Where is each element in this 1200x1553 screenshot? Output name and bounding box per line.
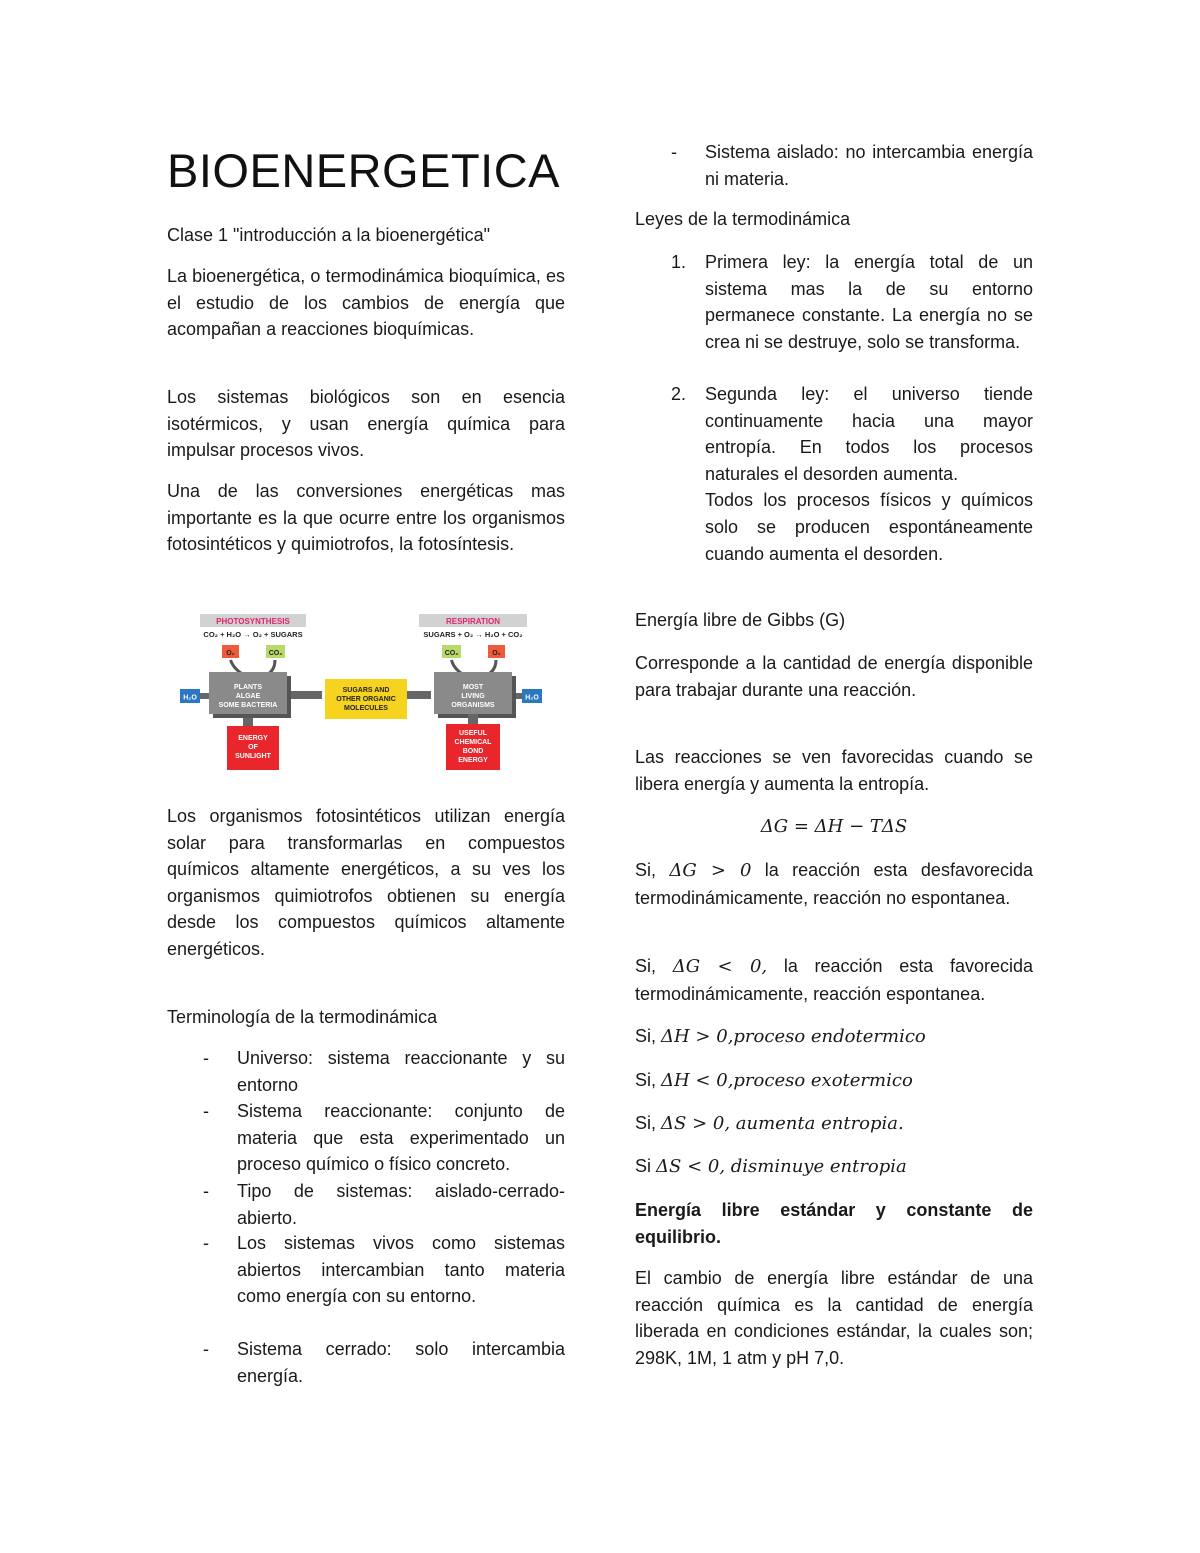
useful-line-2: CHEMICAL	[454, 739, 492, 746]
useful-line-4: ENERGY	[458, 757, 488, 764]
bullet-text: Sistema cerrado: solo intercambia energía.	[237, 1339, 565, 1386]
condition-prefix: Si,	[635, 1113, 662, 1133]
favored-reactions: Las reacciones se ven favorecidas cuando se libera energía y aumenta la entropía.	[635, 747, 1033, 794]
photosynthesis-header: PHOTOSYNTHESIS	[216, 617, 290, 626]
page-title: BIOENERGETICA	[167, 144, 561, 197]
most-line-1: MOST	[462, 684, 484, 691]
condition-dh-positive	[635, 1023, 1033, 1051]
condition-prefix: Si,	[635, 1026, 662, 1046]
paragraph-definition: La bioenergética, o termodinámica bioquímica, es el estudio de los cambios de energía que acompañan a reacciones bioquímicas.	[167, 266, 565, 340]
dash-marker: -	[203, 1339, 209, 1359]
dash-marker: -	[203, 1181, 209, 1201]
sugars-line-3: MOLECULES	[344, 705, 388, 712]
dash-marker: -	[203, 1048, 209, 1068]
condition-math: ΔH < 0,proceso exotermico	[661, 1070, 913, 1091]
gibbs-heading: Energía libre de Gibbs (G)	[635, 610, 846, 630]
condition-text: la reacción esta favorecida termodinámicamente, reacción espontanea.	[635, 956, 1034, 1004]
energy-line-2: OF	[248, 744, 258, 751]
most-line-3: ORGANISMS	[451, 702, 495, 709]
condition-math: ΔS < 0, disminuye entropia	[656, 1156, 907, 1177]
energy-line-1: ENERGY	[238, 735, 268, 742]
plants-line-2: ALGAE	[235, 693, 261, 700]
condition-prefix: Si,	[635, 860, 670, 880]
bullet-text: Los sistemas vivos como sistemas abiertos intercambian tanto materia como energía con su entorno.	[237, 1233, 565, 1307]
laws-heading: Leyes de la termodinámica	[635, 209, 851, 229]
respiration-equation: SUGARS + O₂ → H₂O + CO₂	[423, 630, 523, 639]
plants-line-1: PLANTS	[234, 684, 262, 691]
o2-label-right: O₂	[492, 650, 501, 657]
law-2-text: Segunda ley: el universo tiende continuamente hacia una mayor entropía. En todos los procesos naturales el desorden aumenta.	[705, 384, 1033, 484]
condition-prefix: Si,	[635, 1070, 662, 1090]
gibbs-definition: Corresponde a la cantidad de energía disponible para trabajar durante una reacción.	[635, 653, 1033, 700]
bullet-item	[203, 1178, 565, 1231]
condition-dg-positive	[635, 857, 1033, 911]
useful-line-1: USEFUL	[459, 730, 487, 737]
bullet-item-isolated	[671, 139, 1033, 192]
condition-text: la reacción esta desfavorecida termodinámicamente, reacción no espontanea.	[635, 860, 1033, 908]
plants-line-3: SOME BACTERIA	[218, 702, 278, 709]
bullet-text: Tipo de sistemas: aislado-cerrado-abierto.	[237, 1181, 565, 1228]
arrow-h2o-in	[200, 693, 210, 699]
condition-math: ΔG > 0	[669, 860, 752, 881]
h2o-label-right: H₂O	[525, 694, 539, 702]
law-2	[671, 381, 1033, 567]
law-1-number: 1.	[671, 252, 687, 272]
condition-dg-negative	[635, 953, 1033, 1007]
photosynthesis-respiration-diagram	[176, 606, 546, 776]
co2-label-left: CO₂	[268, 650, 283, 657]
sugars-line-2: OTHER ORGANIC	[336, 696, 396, 703]
useful-line-3: BOND	[462, 748, 484, 755]
paragraph-conversions: Una de las conversiones energéticas mas importante es la que ocurre entre los organismos fotosintéticos y quimiotrofos, la fotosíntesis.	[167, 481, 565, 555]
photosynthesis-equation: CO₂ + H₂O → O₂ + SUGARS	[203, 630, 303, 639]
paragraph-biological-systems: Los sistemas biológicos son en esencia isotérmicos, y usan energía química para impulsar procesos vivos.	[167, 387, 565, 461]
condition-math: ΔH > 0,proceso endotermico	[661, 1026, 926, 1047]
respiration-header: RESPIRATION	[445, 617, 501, 626]
bullet-item	[203, 1230, 565, 1310]
condition-prefix: Si,	[635, 956, 673, 976]
most-line-2: LIVING	[461, 693, 485, 700]
condition-math: ΔG < 0,	[672, 956, 768, 977]
dash-marker: -	[203, 1101, 209, 1121]
condition-math: ΔS > 0, aumenta entropia.	[661, 1113, 904, 1134]
bullet-item	[203, 1098, 565, 1178]
bullet-text: Sistema aislado: no intercambia energía ni materia.	[705, 142, 1033, 189]
sugars-line-1: SUGARS AND	[342, 687, 390, 694]
bullet-item	[203, 1336, 565, 1389]
standard-energy-text: El cambio de energía libre estándar de una reacción química es la cantidad de energía liberada en condiciones estándar, la cuales son; 298K, 1M, 1 atm y pH 7,0.	[635, 1268, 1033, 1368]
law-1	[671, 249, 1033, 355]
bullet-item	[203, 1045, 565, 1098]
co2-label-right: CO₂	[444, 650, 459, 657]
arrow-useful-down	[468, 714, 478, 724]
condition-dh-negative	[635, 1067, 1033, 1095]
law-2-number: 2.	[671, 384, 687, 404]
law-1-text: Primera ley: la energía total de un sistema mas la de su entorno permanece constante. La energía no se crea ni se destruye, solo se transforma.	[705, 252, 1033, 352]
standard-energy-heading: Energía libre estándar y constante de equilibrio.	[635, 1200, 1033, 1247]
condition-ds-negative	[635, 1153, 1033, 1181]
o2-label-left: O₂	[226, 650, 235, 657]
law-2-continuation: Todos los procesos físicos y químicos solo se producen espontáneamente cuando aumenta el desorden.	[705, 490, 1033, 564]
class-heading: Clase 1 "introducción a la bioenergética"	[167, 225, 490, 245]
energy-line-3: SUNLIGHT	[235, 753, 271, 760]
arrow-h2o-out	[516, 693, 522, 699]
arrow-plants-sugars	[291, 691, 322, 699]
terminology-heading: Terminología de la termodinámica	[167, 1007, 438, 1027]
arrow-sugars-most	[407, 691, 431, 699]
paragraph-photosynthetic-organisms: Los organismos fotosintéticos utilizan energía solar para transformarlas en compuestos químicos altamente energéticos, a su ves los organismos quimiotrofos obtienen su energía desde los compuestos químicos altamente energéticos.	[167, 806, 565, 959]
dash-marker: -	[671, 142, 677, 162]
condition-ds-positive	[635, 1110, 1033, 1138]
bullet-text: Universo: sistema reaccionante y su entorno	[237, 1048, 565, 1095]
bullet-text: Sistema reaccionante: conjunto de materia que esta experimentado un proceso químico o físico concreto.	[237, 1101, 565, 1175]
gibbs-equation: ΔG = ΔH − TΔS	[760, 816, 908, 837]
h2o-label-left: H₂O	[183, 694, 197, 702]
dash-marker: -	[203, 1233, 209, 1253]
condition-prefix: Si	[635, 1156, 657, 1176]
